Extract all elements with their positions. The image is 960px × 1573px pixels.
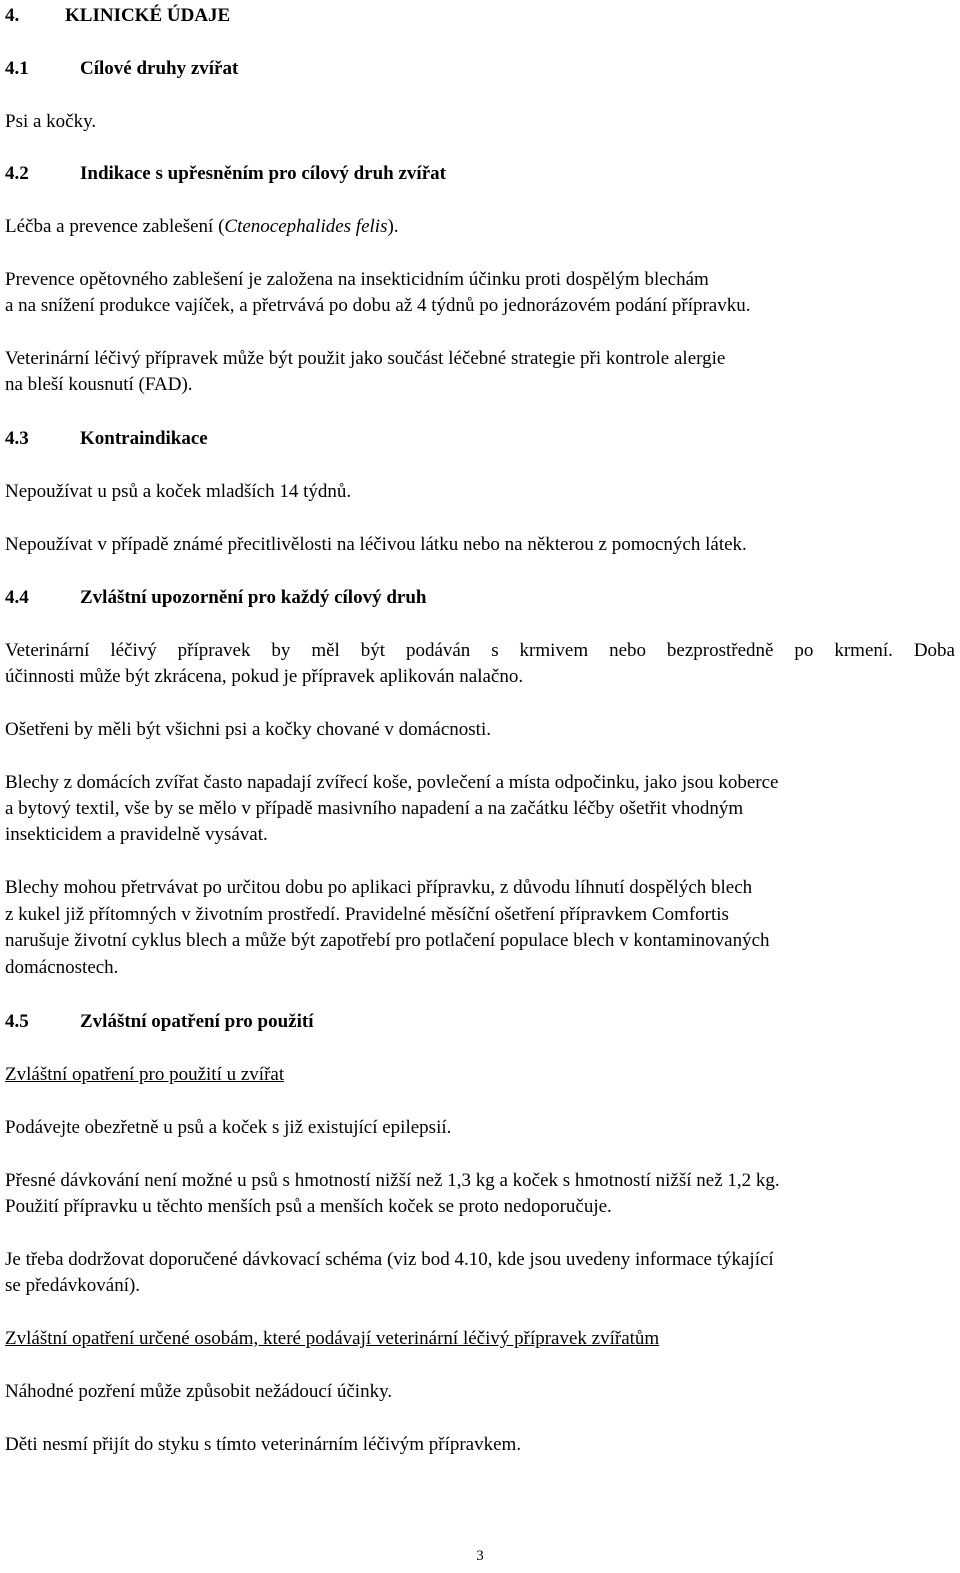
section-4-2-number: 4.2: [5, 163, 29, 184]
section-4-2-paragraph-3-line-1: Veterinární léčivý přípravek může být použit jako součást léčebné strategie při kontrole alergie: [5, 348, 726, 369]
section-4-4-paragraph-4-line-3: narušuje životní cyklus blech a může být zapotřebí pro potlačení populace blech v kontaminovaných: [5, 930, 770, 951]
section-4-5-paragraph-2-line-2: Použití přípravku u těchto menších psů a menších koček se proto nedoporučuje.: [5, 1196, 612, 1217]
section-4-4-title: Zvláštní upozornění pro každý cílový druh: [80, 587, 427, 608]
section-4-4-paragraph-4-line-1: Blechy mohou přetrvávat po určitou dobu po aplikaci přípravku, z důvodu líhnutí dospělých blech: [5, 877, 753, 898]
p1-pre: Léčba a prevence zablešení (: [5, 216, 225, 237]
section-4-4-paragraph-1-line-1: Veterinární léčivý přípravek by měl být podáván s krmivem nebo bezprostředně po krmení. Doba: [5, 640, 955, 661]
section-4-4-paragraph-2: Ošetřeni by měli být všichni psi a kočky chované v domácnosti.: [5, 719, 491, 740]
section-4-3-paragraph-2: Nepoužívat v případě známé přecitlivělosti na léčivou látku nebo na některou z pomocných látek.: [5, 534, 747, 555]
section-4-3-number: 4.3: [5, 428, 29, 449]
section-4-3-title: Kontraindikace: [80, 428, 208, 449]
section-4-2-paragraph-2-line-1: Prevence opětovného zablešení je založena na insekticidním účinku proti dospělým blechám: [5, 269, 709, 290]
section-4-5-paragraph-4: Náhodné pozření může způsobit nežádoucí účinky.: [5, 1381, 393, 1402]
p1-italic-species: Ctenocephalides felis: [224, 216, 388, 237]
section-4-number: 4.: [5, 5, 20, 26]
section-4-4-number: 4.4: [5, 587, 29, 608]
page-number: 3: [476, 1548, 484, 1564]
section-4-1-number: 4.1: [5, 58, 29, 79]
section-4-3-paragraph-1: Nepoužívat u psů a koček mladších 14 týdnů.: [5, 481, 352, 502]
section-4-2-paragraph-3-line-2: na bleší kousnutí (FAD).: [5, 374, 193, 395]
section-4-5-paragraph-3-line-1: Je třeba dodržovat doporučené dávkovací schéma (viz bod 4.10, kde jsou uvedeny informace týkající: [5, 1249, 774, 1270]
section-4-5-subheading-persons: Zvláštní opatření určené osobám, které podávají veterinární léčivý přípravek zvířatům: [5, 1328, 660, 1349]
section-4-5-paragraph-3-line-2: se předávkování).: [5, 1275, 141, 1296]
section-4-4-paragraph-1-line-2: účinnosti může být zkrácena, pokud je přípravek aplikován nalačno.: [5, 666, 524, 687]
section-4-4-paragraph-3-line-1: Blechy z domácích zvířat často napadají zvířecí koše, povlečení a místa odpočinku, jako jsou koberce: [5, 772, 779, 793]
section-4-2-title: Indikace s upřesněním pro cílový druh zvířat: [80, 163, 446, 184]
section-4-2-paragraph-1: [5, 214, 399, 240]
section-4-5-subheading-animals: Zvláštní opatření pro použití u zvířat: [5, 1064, 285, 1085]
section-4-4-paragraph-3-line-3: insekticidem a pravidelně vysávat.: [5, 824, 268, 845]
section-4-title: KLINICKÉ ÚDAJE: [65, 5, 231, 26]
section-4-5-title: Zvláštní opatření pro použití: [80, 1011, 314, 1032]
section-4-4-paragraph-3-line-2: a bytový textil, vše by se mělo v případě masivního napadení a na začátku léčby ošetřit vhodným: [5, 798, 744, 819]
section-4-1-text: Psi a kočky.: [5, 111, 97, 132]
section-4-5-paragraph-1: Podávejte obezřetně u psů a koček s již existující epilepsií.: [5, 1117, 452, 1138]
section-4-5-paragraph-2-line-1: Přesné dávkování není možné u psů s hmotností nižší než 1,3 kg a koček s hmotností nižší než 1,2 kg.: [5, 1170, 780, 1191]
section-4-2-paragraph-2-line-2: a na snížení produkce vajíček, a přetrvává po dobu až 4 týdnů po jednorázovém podání přípravku.: [5, 295, 751, 316]
section-4-4-paragraph-4-line-2: z kukel již přítomných v životním prostředí. Pravidelné měsíční ošetření přípravkem Comfortis: [5, 904, 729, 925]
section-4-1-title: Cílové druhy zvířat: [80, 58, 239, 79]
section-4-4-paragraph-4-line-4: domácnostech.: [5, 957, 119, 978]
section-4-5-paragraph-5: Děti nesmí přijít do styku s tímto veterinárním léčivým přípravkem.: [5, 1434, 522, 1455]
p1-post: ).: [387, 216, 399, 237]
section-4-5-number: 4.5: [5, 1011, 29, 1032]
